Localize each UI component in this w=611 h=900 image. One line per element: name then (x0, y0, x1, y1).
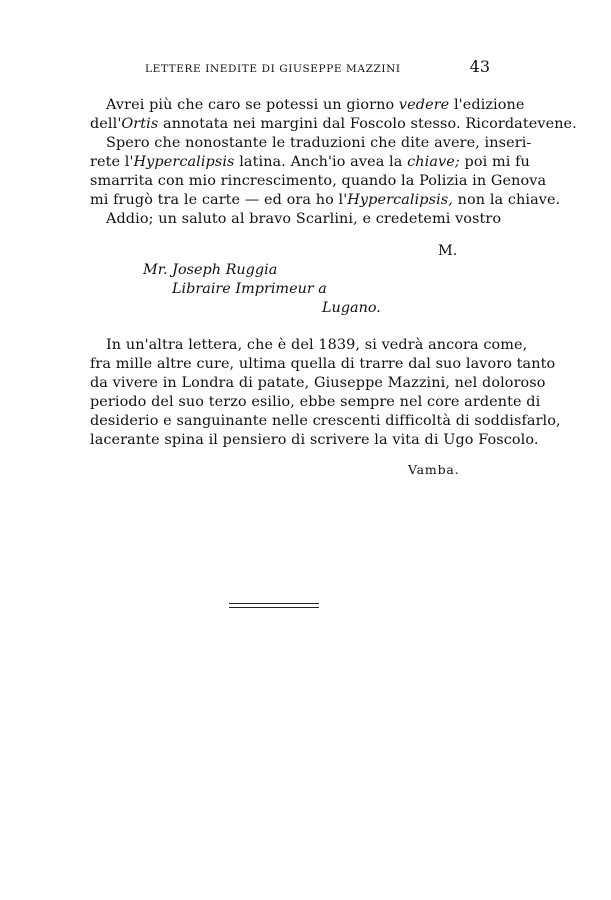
commentary-line: lacerante spina il pensiero di scrivere la vita di Ugo Foscolo. (90, 432, 539, 448)
address-line: Lugano. (322, 300, 381, 316)
letter-line: Avrei più che caro se potessi un giorno vedere l'edizione (106, 97, 525, 113)
commentary-line: desiderio e sanguinante nelle crescenti difficoltà di soddisfarlo, (90, 413, 561, 429)
letter-line: smarrita con mio rincrescimento, quando la Polizia in Genova (90, 173, 547, 189)
commentary-line: fra mille altre cure, ultima quella di trarre dal suo lavoro tanto (90, 356, 556, 372)
letter-line: Addio; un saluto al bravo Scarlini, e credetemi vostro (106, 211, 502, 227)
running-title: LETTERE INEDITE DI GIUSEPPE MAZZINI (145, 63, 401, 75)
letter-signature: M. (438, 243, 458, 259)
author-signature: Vamba. (408, 462, 460, 477)
page-number: 43 (469, 57, 490, 76)
commentary-line: periodo del suo terzo esilio, ebbe sempre nel core ardente di (90, 394, 541, 410)
commentary-line: da vivere in Londra di patate, Giuseppe Mazzini, nel doloroso (90, 375, 546, 391)
letter-line: Spero che nonostante le traduzioni che dite avere, inseri- (106, 135, 532, 151)
letter-line: rete l'Hypercalipsis latina. Anch'io avea la chiave; poi mi fu (90, 154, 530, 170)
commentary-line: In un'altra lettera, che è del 1839, si vedrà ancora come, (106, 337, 528, 353)
address-line: Mr. Joseph Ruggia (143, 262, 278, 278)
letter-line: mi frugò tra le carte — ed ora ho l'Hypercalipsis, non la chiave. (90, 192, 561, 208)
end-rule (229, 603, 319, 604)
address-line: Libraire Imprimeur a (172, 281, 327, 297)
end-rule (229, 607, 319, 608)
letter-line: dell'Ortis annotata nei margini dal Foscolo stesso. Ricordatevene. (90, 116, 577, 132)
page-header (90, 55, 490, 79)
